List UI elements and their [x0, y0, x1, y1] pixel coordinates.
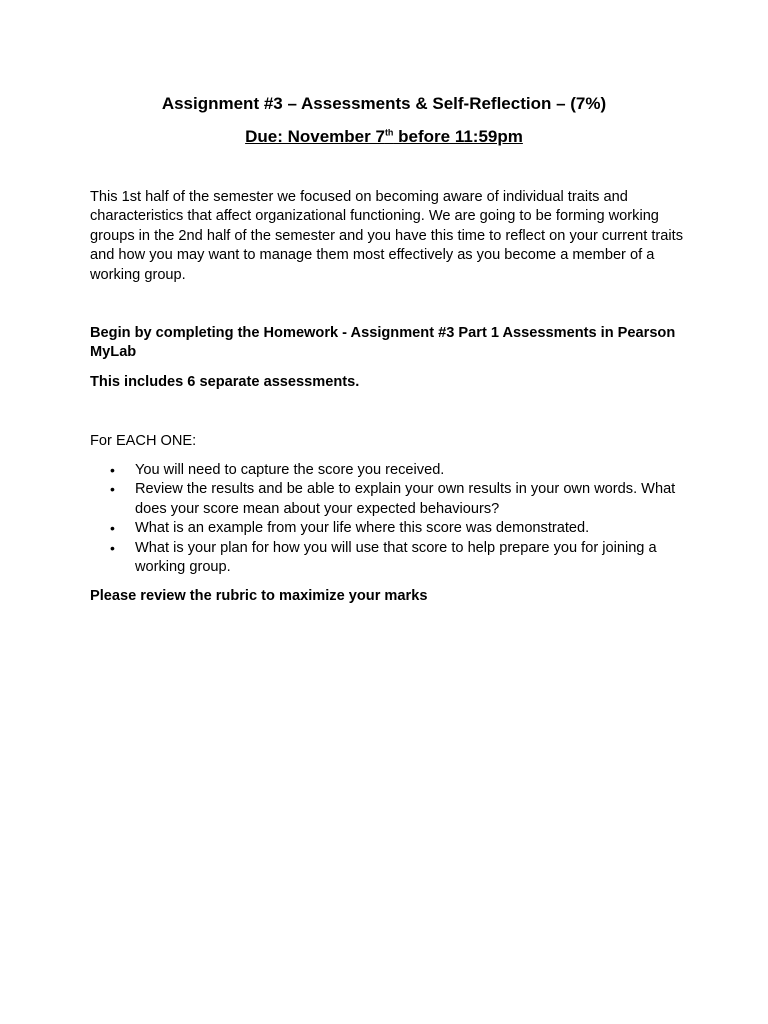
list-item [90, 519, 690, 538]
intro-paragraph: This 1st half of the semester we focused on becoming aware of individual traits and characteristics that affect organizational functioning. We are going to be forming working groups in the 2nd half of the semester and you have this time to reflect on your current traits and how you may want to manage them most effectively as you become a member of a working group. [90, 189, 683, 283]
due-date-superscript: th [384, 127, 394, 138]
list-item-text: What is an example from your life where this score was demonstrated. [135, 520, 590, 537]
rubric-note: Please review the rubric to maximize your marks [90, 588, 428, 604]
bullet-icon: • [110, 481, 115, 498]
list-item-text: What is your plan for how you will use that score to help prepare you for joining a working group. [135, 539, 657, 576]
bullet-icon: • [110, 539, 115, 556]
for-each-heading: For EACH ONE: [90, 433, 197, 449]
requirements-list [90, 461, 690, 577]
list-item [90, 461, 690, 480]
begin-instruction: Begin by completing the Homework - Assignment #3 Part 1 Assessments in Pearson MyLab [90, 325, 676, 361]
list-item [90, 480, 690, 519]
due-date-prefix: Due: November 7 [245, 127, 385, 146]
due-date-suffix: before 11:59pm [393, 127, 523, 146]
due-date [90, 125, 678, 149]
list-item [90, 539, 690, 578]
assignment-title: Assignment #3 – Assessments & Self-Reflection – (7%) [161, 94, 607, 113]
bullet-icon: • [110, 462, 115, 478]
assessment-count-note: This includes 6 separate assessments. [90, 374, 360, 390]
list-item-text: Review the results and be able to explain your own results in your own words. What does your score mean about your expected behaviours? [135, 481, 676, 517]
list-item-text: You will need to capture the score you received. [135, 462, 445, 478]
bullet-icon: • [110, 520, 115, 537]
